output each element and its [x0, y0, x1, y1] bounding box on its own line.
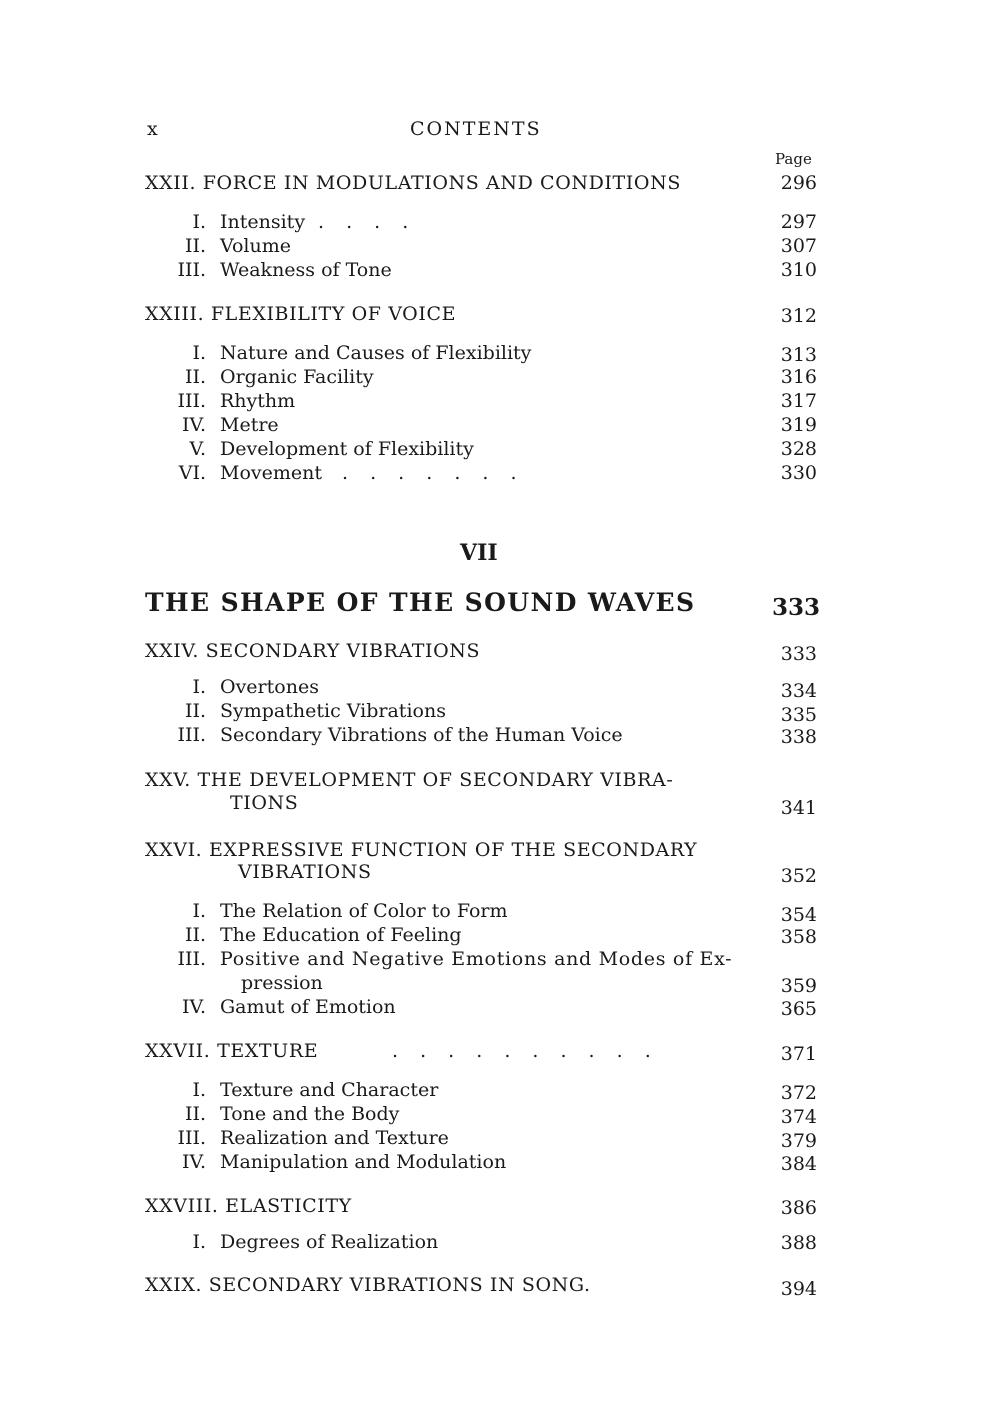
entry-title: Intensity: [220, 211, 306, 233]
section-page: 394: [780, 1278, 817, 1300]
entry-page: 365: [780, 998, 817, 1020]
section-page: 386: [780, 1197, 817, 1219]
entry-title: Movement: [220, 462, 323, 484]
entry-number: I.: [192, 900, 206, 922]
leader-dots: . . . . . . . . . .: [392, 1040, 659, 1062]
entry-page: 328: [780, 438, 817, 460]
entry-page: 388: [780, 1232, 817, 1254]
entry-number: IV.: [182, 1151, 206, 1173]
entry-page: 379: [780, 1130, 817, 1152]
section-heading: XXIV. SECONDARY VIBRATIONS: [145, 640, 481, 662]
page-folio: x: [147, 118, 160, 140]
entry-number: II.: [184, 700, 206, 722]
entry-number: III.: [177, 1127, 206, 1149]
entry-page: 310: [780, 259, 817, 281]
entry-number: II.: [184, 366, 206, 388]
entry-number: III.: [177, 259, 206, 281]
entry-number: I.: [192, 1231, 206, 1253]
entry-title: Rhythm: [220, 390, 296, 412]
entry-title: Realization and Texture: [220, 1127, 449, 1149]
section-heading: XXIX. SECONDARY VIBRATIONS IN SONG.: [145, 1274, 591, 1296]
part-numeral: VII: [460, 540, 498, 566]
section-heading: XXIII. FLEXIBILITY OF VOICE: [145, 303, 457, 325]
entry-number: II.: [184, 924, 206, 946]
section-page: 333: [780, 643, 817, 665]
section-page: 296: [780, 172, 817, 194]
entry-page: 354: [780, 904, 817, 926]
entry-page: 359: [780, 975, 817, 997]
entry-page: 335: [780, 704, 817, 726]
entry-title: The Education of Feeling: [220, 924, 462, 946]
entry-title: Sympathetic Vibrations: [220, 700, 446, 722]
entry-number: I.: [192, 1079, 206, 1101]
section-page: 312: [780, 305, 817, 327]
entry-title: Gamut of Emotion: [220, 996, 396, 1018]
entry-number: IV.: [182, 414, 206, 436]
leader-dots: . . . . . . .: [342, 462, 525, 484]
entry-page: 384: [780, 1153, 817, 1175]
entry-title: Tone and the Body: [220, 1103, 400, 1125]
entry-title: Metre: [220, 414, 279, 436]
section-heading-continued: VIBRATIONS: [238, 861, 372, 883]
section-page: 371: [780, 1043, 817, 1065]
entry-title: The Relation of Color to Form: [220, 900, 508, 922]
entry-title: Secondary Vibrations of the Human Voice: [220, 724, 623, 746]
entry-page: 313: [780, 344, 817, 366]
entry-title: Texture and Character: [220, 1079, 439, 1101]
entry-title: Volume: [220, 235, 291, 257]
page-column-label: Page: [775, 150, 812, 168]
entry-number: II.: [184, 1103, 206, 1125]
entry-title: Development of Flexibility: [220, 438, 474, 460]
part-title: THE SHAPE OF THE SOUND WAVES: [145, 588, 696, 617]
entry-number: I.: [192, 211, 206, 233]
entry-title: Nature and Causes of Flexibility: [220, 342, 532, 364]
entry-page: 317: [780, 390, 817, 412]
contents-heading: CONTENTS: [410, 118, 542, 140]
entry-page: 374: [780, 1106, 817, 1128]
section-heading: XXVII. TEXTURE: [145, 1040, 319, 1062]
part-page: 333: [772, 594, 821, 621]
section-heading: XXVIII. ELASTICITY: [145, 1195, 352, 1217]
entry-number: VI.: [178, 462, 206, 484]
entry-page: 358: [780, 926, 817, 948]
entry-page: 319: [780, 414, 817, 436]
entry-title: Overtones: [220, 676, 319, 698]
section-heading-continued: TIONS: [230, 792, 299, 814]
entry-page: 372: [780, 1082, 817, 1104]
entry-title: Organic Facility: [220, 366, 374, 388]
entry-page: 297: [780, 211, 817, 233]
entry-title: Manipulation and Modulation: [220, 1151, 507, 1173]
section-heading: XXV. THE DEVELOPMENT OF SECONDARY VIBRA-: [145, 769, 674, 791]
entry-number: I.: [192, 342, 206, 364]
entry-number: III.: [177, 948, 206, 970]
entry-page: 334: [780, 680, 817, 702]
entry-number: II.: [184, 235, 206, 257]
entry-title: Weakness of Tone: [220, 259, 392, 281]
entry-page: 330: [780, 462, 817, 484]
entry-number: I.: [192, 676, 206, 698]
entry-number: V.: [189, 438, 206, 460]
entry-title-continued: pression: [241, 972, 323, 994]
entry-number: III.: [177, 390, 206, 412]
leader-dots: . . . .: [318, 211, 417, 233]
entry-page: 307: [780, 235, 817, 257]
section-page: 341: [780, 797, 817, 819]
entry-page: 338: [780, 726, 817, 748]
entry-title: Degrees of Realization: [220, 1231, 439, 1253]
entry-number: III.: [177, 724, 206, 746]
entry-number: IV.: [182, 996, 206, 1018]
section-heading: XXII. FORCE IN MODULATIONS AND CONDITIONS: [145, 172, 681, 194]
section-page: 352: [780, 865, 817, 887]
section-heading: XXVI. EXPRESSIVE FUNCTION OF THE SECONDARY: [145, 839, 698, 861]
entry-title: Positive and Negative Emotions and Modes of Ex-: [220, 948, 733, 970]
entry-page: 316: [780, 366, 817, 388]
